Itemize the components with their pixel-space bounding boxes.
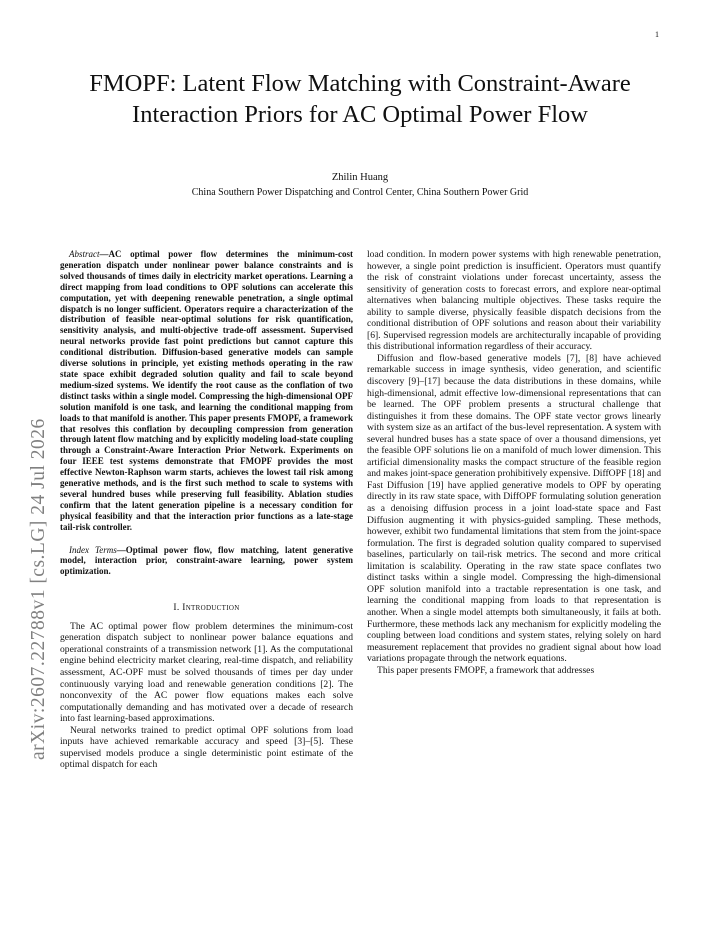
index-terms-lead: Index Terms — [69, 544, 117, 555]
author-name: Zhilin Huang — [331, 172, 389, 183]
abstract — [60, 249, 353, 533]
section-heading-introduction: I. Introduction — [173, 603, 240, 614]
abstract-lead: Abstract — [69, 249, 100, 259]
body-paragraph: The AC optimal power flow problem determines the minimum-cost generation dispatch subject to nonlinear power balance equations and operational constraints of a transmission network [1]. As the computational engine behind electricity market clearing, real-time dispatch, and reliability assessment, AC-OPF must be solved thousands of times per day under continuously varying load and renewable generation conditions [2]. The nonconvexity of the AC power flow equations makes each solve computationally demanding and has motivated over a decade of research into fast learning-based approximations. — [60, 620, 353, 725]
body-paragraph: Diffusion and flow-based generative models [7], [8] have achieved remarkable success in image synthesis, video generation, and scientific discovery [9]–[17] because the data distributions in these domains, while high-dimensional, admit effective low-dimensional representations that can be learned. The OPF problem presents a structural challenge that distinguishes it from these domains. The OPF state vector grows linearly with system size as an artifact of the bus-level representation. A system with several hundred buses has a state space of over a thousand dimensions, yet the feasible OPF solutions lie on a manifold of much lower dimension. This artificial dimensionality masks the compact structure of the feasible region and makes joint-space generation prohibitively expensive. DiffOPF [18] and Fast Diffusion [19] have applied generative models to OPF by operating directly in its raw state space, with DiffOPF formulating solution generation as a denoising diffusion process in a joint load-state space and Fast Diffusion augmenting it with physics-guided sampling. These methods, however, exhibit two fundamental limitations that stem from the joint-space formulation. The first is degraded solution quality compared to supervised baselines, particularly on tail-risk metrics. The second and more critical limitation is scalability. Operating in the raw state space conflates two distinct tasks within a single model. Compressing the high-dimensional OPF solution manifold into a tractable representation is one task, and learning the conditional mapping from loads to that representation is another. When a single model attempts both simultaneously, it fails at both. Furthermore, these methods lack any mechanism for explicitly modeling the coupling between load conditions and system states, relying solely on hard measurement replacement that provides no gradient signal about how load variations propagate through the network equations. — [367, 352, 661, 665]
page-number: 1 — [655, 30, 659, 39]
body-paragraph: This paper presents FMOPF, a framework that addresses — [377, 664, 595, 676]
author-affiliation: China Southern Power Dispatching and Control Center, China Southern Power Grid — [191, 187, 529, 198]
left-column — [60, 249, 353, 771]
body-paragraph: load condition. In modern power systems with high renewable penetration, however, a single point prediction is insufficient. Operators must quantify the risk of constraint violations under forecast uncertainty, assess the sensitivity of generation costs to forecast errors, and explore near-optimal alternatives when balancing multiple objectives. These tasks require the ability to sample diverse, physically feasible dispatch decisions from the conditional distribution of OPF solutions and reason about their variability [6]. Supervised regression models are architecturally incapable of providing this distributional information regardless of their accuracy. — [367, 249, 661, 353]
right-column — [367, 249, 661, 676]
paper-title: FMOPF: Latent Flow Matching with Constraint-Aware Interaction Priors for AC Optimal Power Flow — [89, 70, 631, 128]
index-terms-text: —Optimal power flow, flow matching, latent generative model, interaction prior, constraint-aware learning, power system optimization. — [60, 544, 353, 577]
abstract-text: —AC optimal power flow determines the minimum-cost generation dispatch under nonlinear power balance constraints and is solved thousands of times daily in electricity market operations. Learning a direct mapping from load conditions to OPF solutions can accelerate this computation, yet with deepening renewable penetration, a single optimal dispatch is no longer sufficient. Operators require a characterization of the distribution of feasible near-optimal solutions for risk quantification, sensitivity analysis, and multi-objective trade-off assessment. Supervised neural networks provide fast point predictions but cannot capture this conditional distribution. Diffusion-based generative models can sample diverse solutions in principle, yet existing methods operating in the raw state space exhibit degraded solution quality and fail to scale beyond medium-sized systems. We identify the root cause as the conflation of two distinct tasks within a single model. Compressing the high-dimensional OPF solution manifold is one task, and learning the conditional mapping from loads to that manifold is another. This paper presents FMOPF, a framework that resolves this conflation by decoupling compression from generation through latent flow matching and by explicitly modeling load-state coupling through a Constraint-Aware Interaction Prior Network. Experiments on four IEEE test systems demonstrate that FMOPF provides the most effective Newton-Raphson warm starts, achieves the lowest tail risk among generative methods, and is the first such method to scale to systems with several hundred buses while preserving full feasibility. Ablation studies confirm that the latent generation pipeline is a necessary condition for physical feasibility and that the interaction prior functions as a late-stage tail-risk controller. — [60, 249, 353, 532]
arxiv-identifier-stamp: arXiv:2607.22788v1 [cs.LG] 24 Jul 2026 — [28, 418, 49, 760]
index-terms — [60, 545, 353, 578]
body-paragraph: Neural networks trained to predict optimal OPF solutions from load inputs have achieved remarkable accuracy and speed [3]–[5]. These supervised models produce a single deterministic point estimate of the optimal dispatch for each — [60, 724, 353, 771]
